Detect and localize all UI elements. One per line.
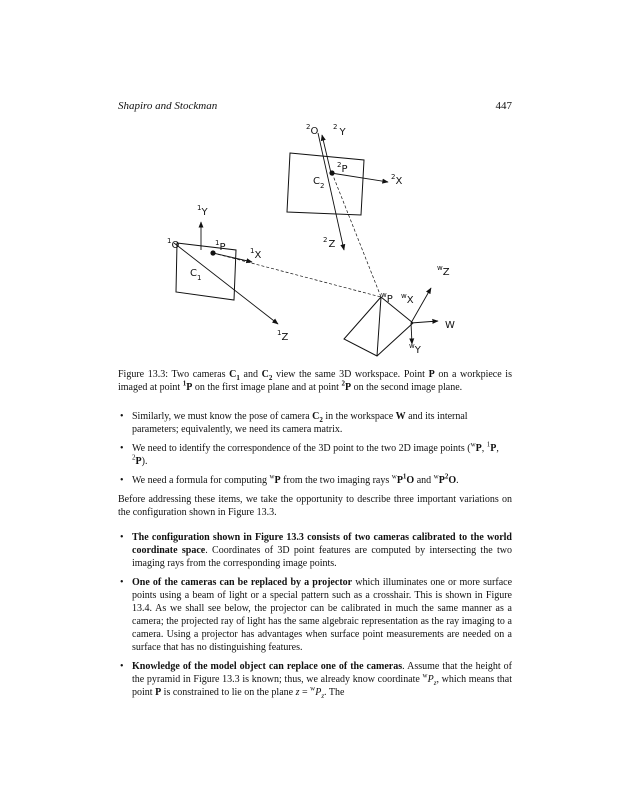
camera1-imaging-ray <box>213 253 381 297</box>
variations-list <box>118 531 512 699</box>
label-2o: $^2$O <box>306 123 319 137</box>
label-1o: $^1$O <box>167 237 180 251</box>
paragraph: Before addressing these items, we take the opportunity to describe three important variations on the configuration shown in Figure 13.3. <box>118 494 512 518</box>
label-wz: $^w$Z <box>437 264 450 278</box>
list-item: • Similarly, we must know the pose of camera $C_2$ in the workspace W and its internal parameters; equivalently, we need its camera matrix. <box>120 411 468 435</box>
figure-caption: Figure 13.3: Two cameras $C_1$ and $C_2$ view the same 3D workspace. Point P on a workpiece is imaged at point $^1$P on the first image plane and at point $^2$P on the second image plane. <box>118 369 512 393</box>
label-wy: $^w$Y <box>409 342 421 356</box>
label-2p: $^2$P <box>337 161 348 175</box>
label-1y: $^1$Y <box>197 204 208 218</box>
body-text <box>118 410 512 705</box>
label-1z: $^1$Z <box>277 329 289 343</box>
camera1-optical-axis <box>174 243 278 324</box>
label-w: W <box>445 320 455 331</box>
stereo-camera-figure <box>0 0 618 370</box>
list-item: • We need a formula for computing $^w$P from the two imaging rays $^wP^1O$ and $^wP^2O$. <box>120 472 459 486</box>
running-header-author: Shapiro and Stockman <box>118 100 218 112</box>
camera2-y-axis <box>322 135 331 173</box>
list-item: • Knowledge of the model object can replace one of the cameras. Assume that the height of the pyramid in Figure 13.3 is known; thus, we already know coordinate $^wP_z$, which means that point P is constrained to lie on the plane $z = ^wP_z$. The <box>120 661 512 700</box>
label-c1: $C_1$ <box>190 268 202 282</box>
pyramid-edge <box>377 297 381 356</box>
camera2-image-plane <box>287 153 364 215</box>
label-2x: $^2$X <box>391 173 403 187</box>
page-number: 447 <box>495 100 512 112</box>
world-x-axis <box>411 323 412 344</box>
list-item: • The configuration shown in Figure 13.3 consists of two cameras calibrated to the world coordinate space. Coordinates of 3D point features are computed by intersecting the two imaging rays from the corresponding image points. <box>120 532 512 569</box>
list-item: • One of the cameras can be replaced by a projector which illuminates one or more surface points using a beam of light or a special pattern such as a crosshair. This is shown in Figure 13.4. As we shall see below, the projector can be calibrated in much the same manner as a camera; the projected ray of light has the same algebraic representation as the ray imaging to a camera. Using a projector has advantages when surface point measurements are needed on a surface that has no distinguishing features. <box>120 577 513 653</box>
label-wp: $^w$P <box>381 291 393 305</box>
camera2-imaging-ray <box>332 173 381 297</box>
camera2-optical-axis <box>318 133 344 250</box>
label-2z: $^2$Z <box>323 236 336 250</box>
list-item: • We need to identify the correspondence of the 3D point to the two 2D image points ($^w$P, $^1$P, $^2$P). <box>120 440 499 467</box>
world-y-axis <box>411 321 438 323</box>
label-2y: $^2$ Y <box>333 123 346 138</box>
requirements-list <box>118 410 512 487</box>
label-c2: $C_2$ <box>313 176 325 190</box>
label-wx: $^w$X <box>401 292 414 306</box>
world-z-axis <box>411 288 431 323</box>
label-1p: $^1$P <box>215 239 226 253</box>
label-1x: $^1$X <box>250 247 262 261</box>
camera2-x-axis <box>331 173 388 182</box>
